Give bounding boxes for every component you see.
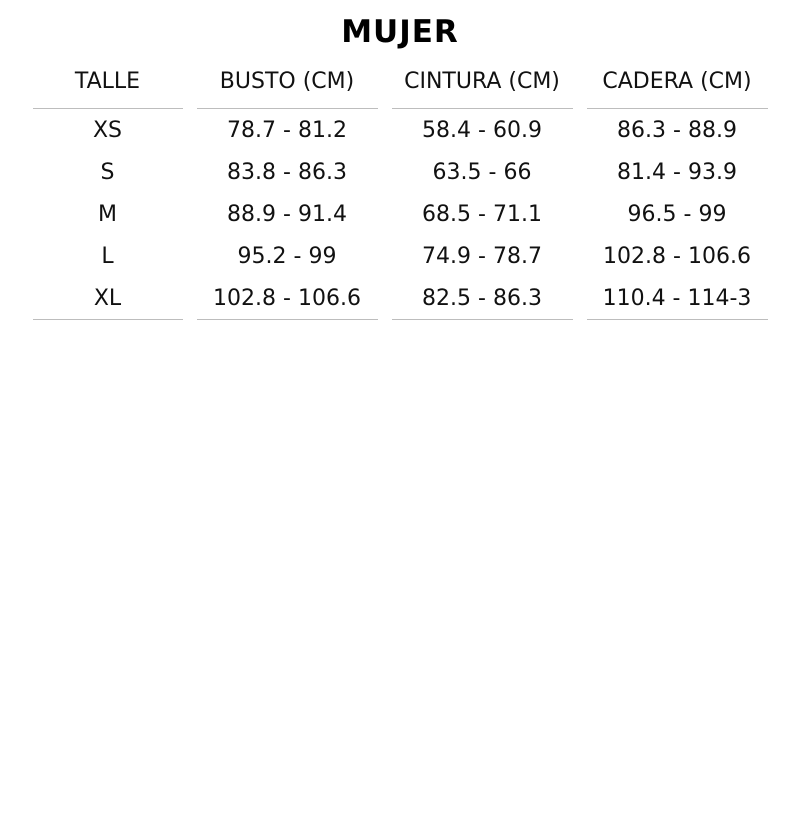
table-body (33, 109, 768, 320)
table-row (33, 151, 768, 193)
cell-spacer (378, 235, 392, 277)
cell-talle: S (100, 159, 115, 185)
cell-spacer (183, 109, 197, 152)
cell-busto: 78.7 - 81.2 (227, 117, 347, 143)
cell-cadera: 86.3 - 88.9 (617, 117, 737, 143)
table-row (33, 109, 768, 152)
column-spacer (183, 60, 197, 109)
size-chart-page (0, 14, 800, 814)
cell-spacer (573, 277, 587, 320)
cell-cintura: 63.5 - 66 (432, 159, 532, 185)
table-row (33, 277, 768, 320)
cell-busto: 83.8 - 86.3 (227, 159, 347, 185)
cell-spacer (378, 193, 392, 235)
cell-cadera: 96.5 - 99 (627, 201, 727, 227)
cell-spacer (183, 235, 197, 277)
cell-spacer (573, 235, 587, 277)
table-row (33, 235, 768, 277)
cell-spacer (183, 151, 197, 193)
cell-talle: M (98, 201, 117, 227)
cell-spacer (573, 193, 587, 235)
cell-busto: 102.8 - 106.6 (197, 277, 378, 320)
column-spacer (573, 60, 587, 109)
cell-spacer (573, 109, 587, 152)
cell-cadera: 81.4 - 93.9 (617, 159, 737, 185)
column-header-busto: BUSTO (CM) (197, 60, 378, 109)
table-header (33, 60, 768, 109)
page-title: MUJER (341, 14, 459, 50)
size-chart-table (33, 60, 768, 320)
cell-spacer (183, 193, 197, 235)
cell-cadera: 110.4 - 114-3 (587, 277, 768, 320)
cell-talle: XS (92, 117, 123, 143)
cell-cintura: 74.9 - 78.7 (422, 243, 542, 269)
cell-cintura: 68.5 - 71.1 (422, 201, 542, 227)
cell-spacer (183, 277, 197, 320)
cell-cintura: 58.4 - 60.9 (422, 117, 542, 143)
cell-spacer (573, 151, 587, 193)
column-header-talle: TALLE (33, 60, 183, 109)
table-header-row (33, 60, 768, 109)
column-spacer (378, 60, 392, 109)
cell-talle: L (101, 243, 114, 269)
cell-spacer (378, 151, 392, 193)
table-row (33, 193, 768, 235)
column-header-cintura: CINTURA (CM) (392, 60, 573, 109)
cell-cadera: 102.8 - 106.6 (603, 243, 751, 269)
cell-spacer (378, 277, 392, 320)
cell-talle: XL (33, 277, 183, 320)
column-header-cadera: CADERA (CM) (587, 60, 768, 109)
cell-busto: 88.9 - 91.4 (227, 201, 347, 227)
cell-cintura: 82.5 - 86.3 (392, 277, 573, 320)
cell-busto: 95.2 - 99 (237, 243, 337, 269)
cell-spacer (378, 109, 392, 152)
